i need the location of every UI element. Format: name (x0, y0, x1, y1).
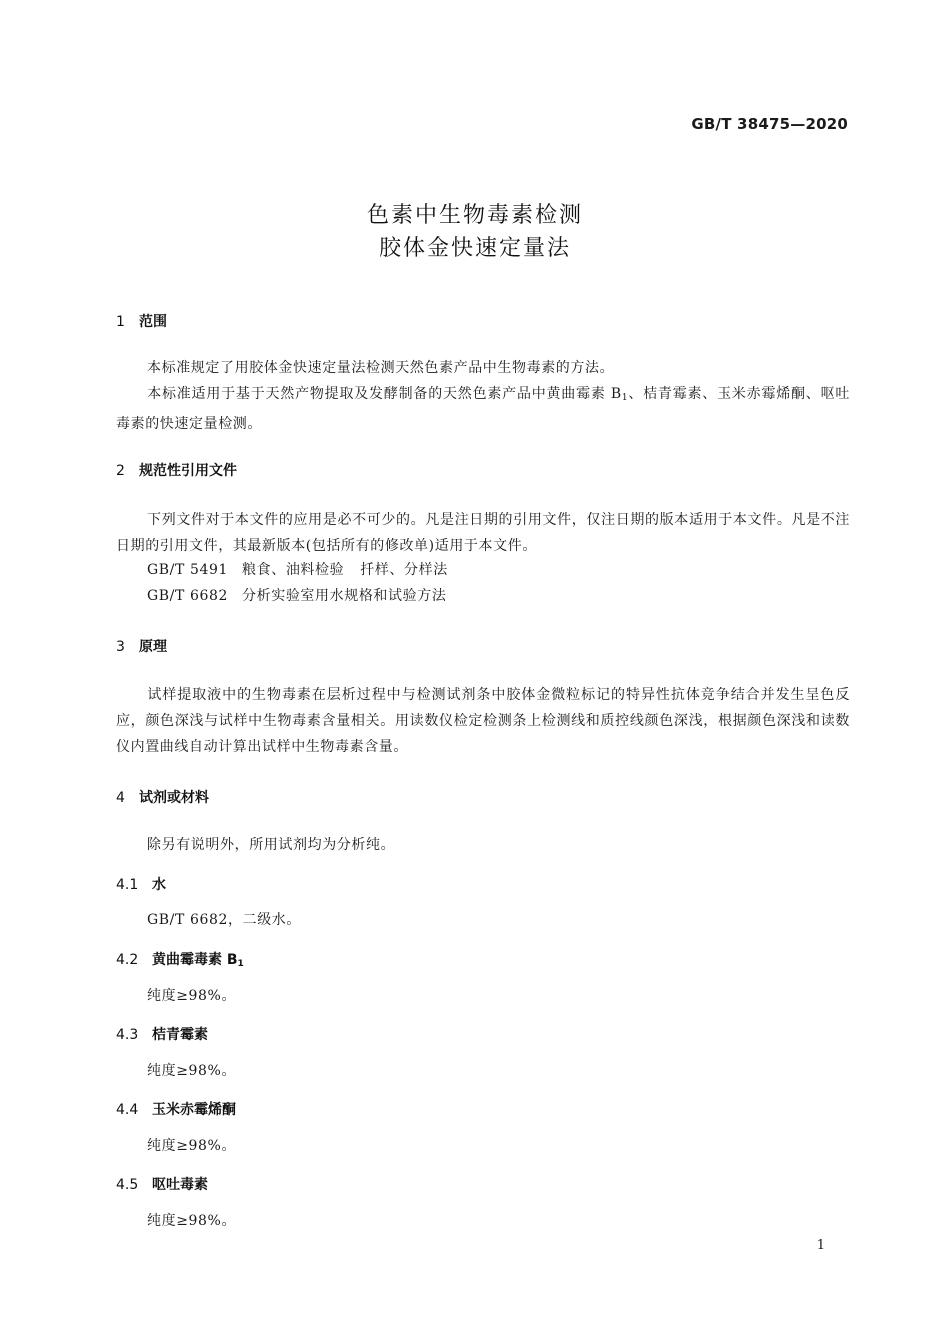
reference-item (147, 585, 446, 605)
section-3-heading (116, 636, 167, 656)
subsection-4-5-heading (116, 1174, 208, 1194)
section-title: 范围 (139, 314, 167, 330)
subsection-4-1-heading (116, 874, 166, 894)
section-title: 原理 (139, 639, 167, 655)
section-2-paragraph-1 (116, 507, 850, 559)
paragraph-text: 本标准规定了用胶体金快速定量法检测天然色素产品中生物毒素的方法。 (147, 360, 615, 376)
reference-name: 分析实验室用水规格和试验方法 (242, 588, 447, 604)
subsection-number: 4.2 (116, 952, 139, 968)
subsection-4-1-body: GB/T 6682，二级水。 (147, 912, 302, 928)
paragraph-text: 本标准适用于基于天然产物提取及发酵制备的天然色素产品中黄曲霉素 B (147, 386, 622, 402)
subsection-title: 桔青霉素 (152, 1027, 208, 1043)
subsection-4-4-heading (116, 1099, 236, 1119)
section-title: 试剂或材料 (139, 790, 209, 806)
section-title: 规范性引用文件 (139, 463, 237, 479)
section-number: 1 (116, 314, 125, 330)
section-number: 3 (116, 639, 125, 655)
paragraph-text: 下列文件对于本文件的应用是必不可少的。凡是注日期的引用文件，仅注日期的版本适用于本文件。凡是不注日期的引用文件，其最新版本(包括所有的修改单)适用于本文件。 (116, 512, 850, 554)
subsection-number: 4.1 (116, 877, 139, 893)
subsection-number: 4.5 (116, 1177, 139, 1193)
page-number: 1 (816, 1238, 825, 1253)
section-3-paragraph-1 (116, 682, 850, 760)
section-1-paragraph-2 (116, 381, 850, 437)
subscript: 1 (237, 959, 244, 969)
subsection-title: 黄曲霉毒素 B (152, 952, 238, 968)
reference-code: GB/T 6682 (147, 588, 229, 604)
document-title-line-2: 胶体金快速定量法 (378, 236, 571, 261)
subsection-number: 4.3 (116, 1027, 139, 1043)
subsection-title: 水 (152, 877, 166, 893)
subscript: 1 (621, 393, 629, 403)
section-1-paragraph-1 (116, 355, 850, 381)
subsection-4-2-heading (116, 949, 244, 969)
subsection-title: 呕吐毒素 (152, 1177, 208, 1193)
reference-code: GB/T 5491 (147, 562, 229, 578)
subsection-4-3-body: 纯度≥98%。 (147, 1063, 237, 1079)
reference-name: 粮食、油料检验 (242, 562, 345, 578)
subsection-number: 4.4 (116, 1102, 139, 1118)
paragraph-text: 试样提取液中的生物毒素在层析过程中与检测试剂条中胶体金微粒标记的特异性抗体竞争结合并发生呈色反应，颜色深浅与试样中生物毒素含量相关。用读数仪检定检测条上检测线和质控线颜色深浅，根据颜色深浅和读数仪内置曲线自动计算出试样中生物毒素含量。 (116, 687, 850, 755)
subsection-4-3-heading (116, 1024, 208, 1044)
section-1-heading (116, 311, 167, 331)
section-number: 2 (116, 463, 125, 479)
document-title-line-1: 色素中生物毒素检测 (366, 203, 583, 228)
reference-item (147, 559, 448, 579)
subsection-4-5-body: 纯度≥98%。 (147, 1213, 237, 1229)
section-2-heading (116, 460, 237, 480)
standard-code: GB/T 38475—2020 (691, 115, 848, 133)
section-number: 4 (116, 790, 125, 806)
reference-name-part2: 扦样、分样法 (360, 562, 448, 578)
subsection-4-4-body: 纯度≥98%。 (147, 1138, 237, 1154)
paragraph-text-cont: 、桔青霉素、玉米赤霉烯酮、呕吐毒素的快速定量检测。 (116, 386, 850, 432)
section-4-heading (116, 787, 209, 807)
subsection-4-2-body: 纯度≥98%。 (147, 988, 237, 1004)
section-4-paragraph-1: 除另有说明外，所用试剂均为分析纯。 (147, 837, 396, 853)
subsection-title: 玉米赤霉烯酮 (152, 1102, 236, 1118)
